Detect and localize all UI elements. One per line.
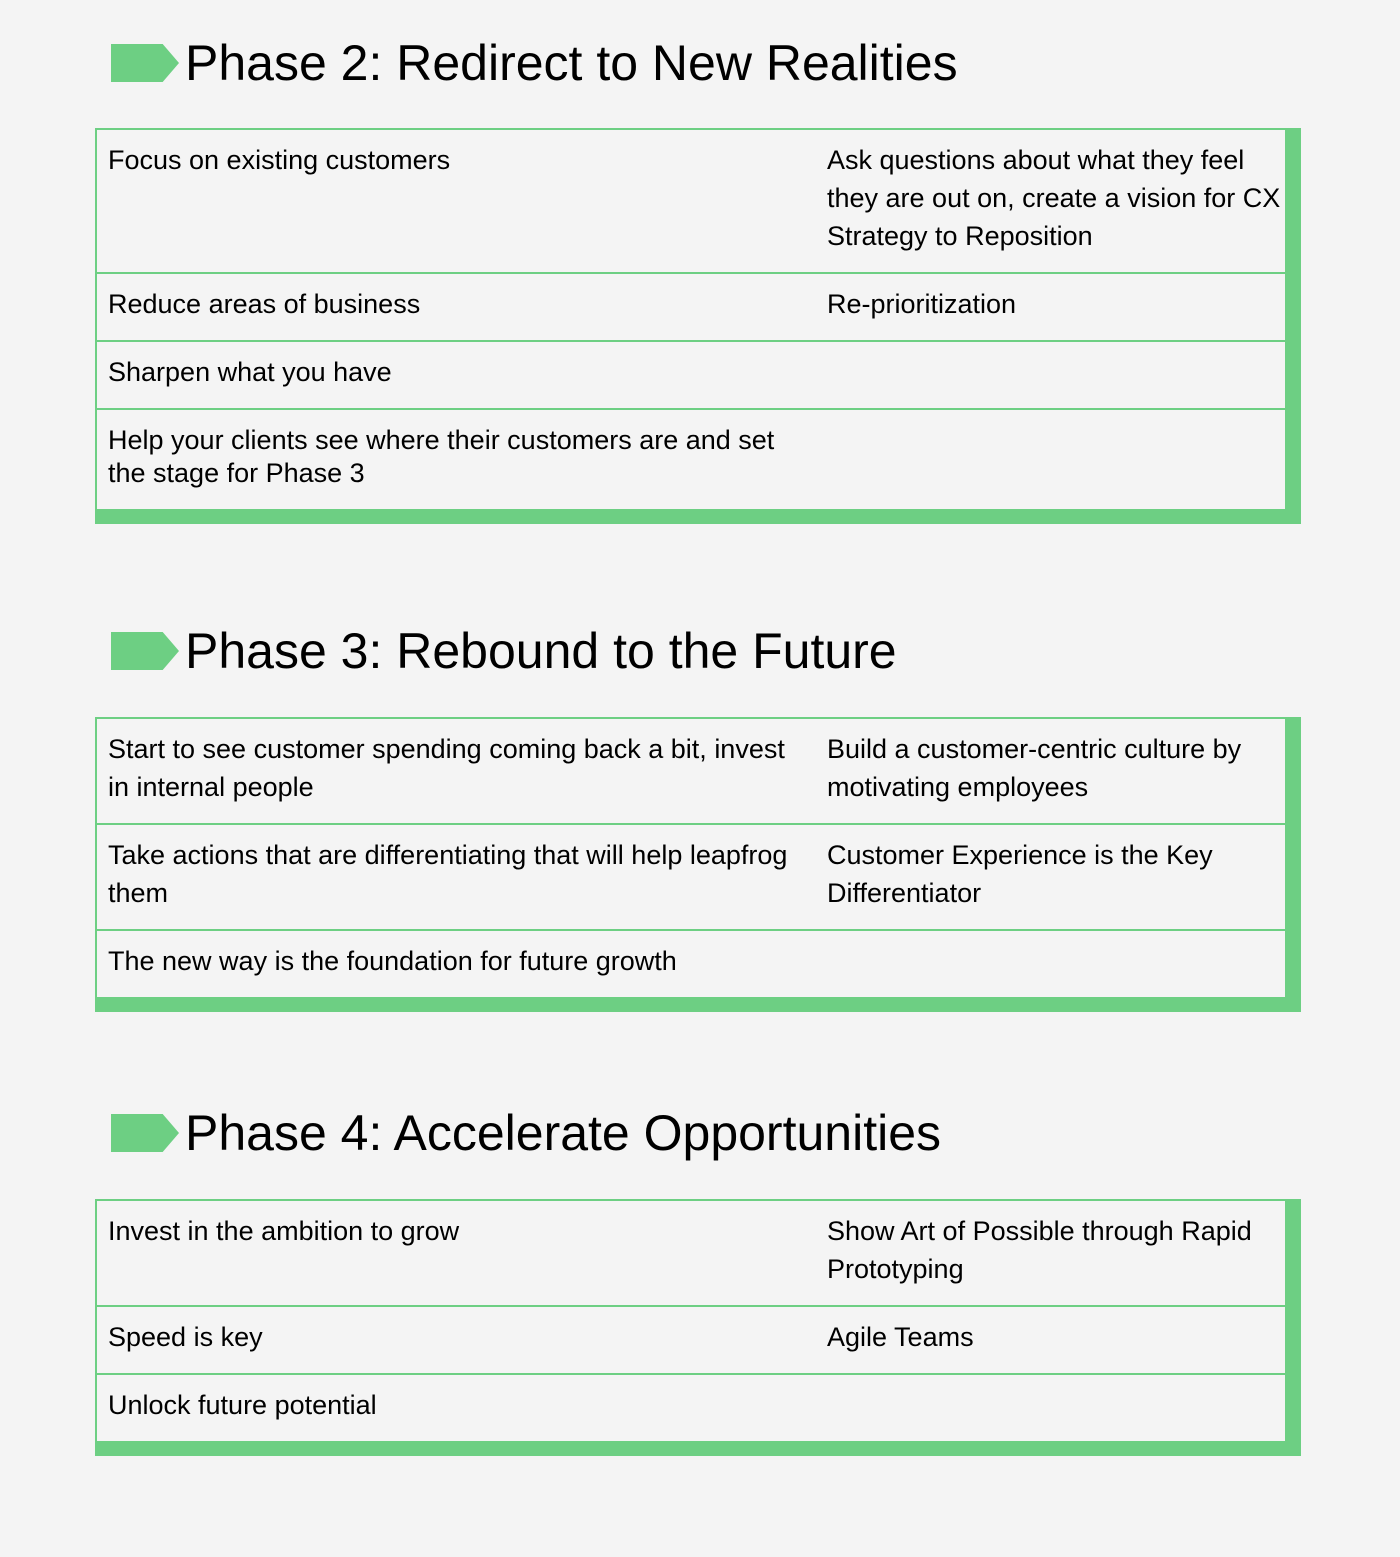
phase-4-heading [111, 1103, 941, 1163]
table-row [97, 1375, 1285, 1441]
phase-2-title: Phase 2: Redirect to New Realities [185, 35, 958, 91]
table-cell-right: Agile Teams [827, 1322, 974, 1352]
table-cell-right: Re-prioritization [827, 289, 1017, 319]
phase-3-table [95, 717, 1301, 1012]
table-cell-left: The new way is the foundation for future growth [108, 946, 677, 976]
table-cell-left: Take actions that are differentiating that will help leapfrog them [108, 840, 788, 908]
table-cell-right: Build a customer-centric culture by motivating employees [827, 734, 1242, 802]
table-cell-left: Invest in the ambition to grow [108, 1216, 460, 1246]
table-cell-left: Start to see customer spending coming back a bit, invest in internal people [108, 734, 785, 802]
table-row [97, 130, 1285, 274]
phase-4-table [95, 1199, 1301, 1456]
table-cell-left: Speed is key [108, 1322, 263, 1352]
table-cell-left: Sharpen what you have [108, 357, 392, 387]
phase-3-heading [111, 621, 897, 681]
table-row [97, 931, 1285, 997]
arrow-tag-icon [111, 44, 179, 82]
table-row [97, 719, 1285, 825]
table-cell-right [816, 931, 1285, 997]
table-row [97, 410, 1285, 509]
table-cell-right [816, 1375, 1285, 1441]
phase-4-title: Phase 4: Accelerate Opportunities [185, 1105, 942, 1161]
table-cell-right: Show Art of Possible through Rapid Prototyping [827, 1216, 1252, 1284]
table-cell-right [816, 342, 1285, 408]
table-row [97, 342, 1285, 410]
table-cell-left: Reduce areas of business [108, 289, 421, 319]
arrow-tag-icon [111, 1114, 179, 1152]
table-row [97, 825, 1285, 931]
table-cell-right: Ask questions about what they feel they are out on, create a vision for CX Strategy to Reposition [827, 145, 1281, 251]
phase-2-heading [111, 33, 958, 93]
phase-2-table [95, 128, 1301, 524]
phase-3-title: Phase 3: Rebound to the Future [185, 623, 897, 679]
table-row [97, 274, 1285, 342]
table-cell-right [816, 410, 1285, 509]
table-cell-left: Help your clients see where their customers are and set the stage for Phase 3 [108, 425, 775, 488]
table-cell-right: Customer Experience is the Key Differentiator [827, 840, 1213, 908]
table-row [97, 1201, 1285, 1307]
arrow-tag-icon [111, 632, 179, 670]
table-cell-left: Unlock future potential [108, 1390, 377, 1420]
table-cell-left: Focus on existing customers [108, 145, 451, 175]
table-row [97, 1307, 1285, 1375]
